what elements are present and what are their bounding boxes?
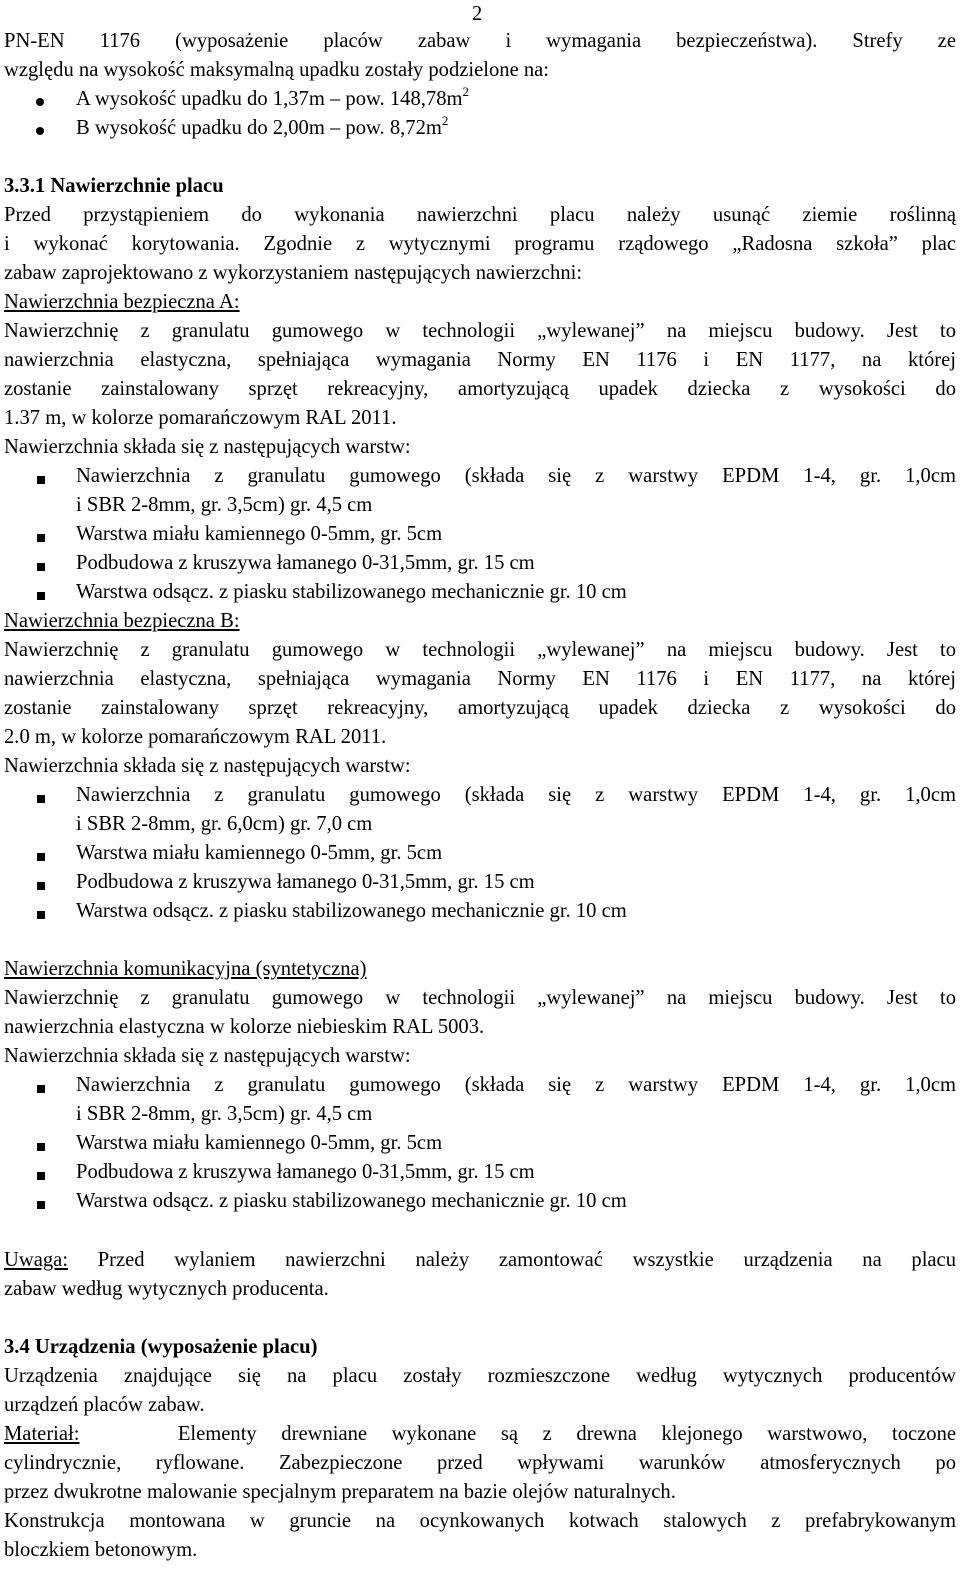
zone-a-item: [76, 85, 956, 114]
construction-line-2: bloczkiem betonowym.: [4, 1539, 198, 1561]
para-331-line-1: Przed przystąpieniem do wykonania nawierzchni placu należy usunąć ziemie roślinną: [4, 204, 956, 226]
surface-c-title: [4, 955, 956, 984]
zone-a-text: A wysokość upadku do 1,37m – pow. 148,78m: [76, 88, 463, 110]
para-34-line-2: urządzeń placów zabaw.: [4, 1394, 205, 1416]
square-bullet-icon: [37, 853, 45, 861]
surface-c-title-text: Nawierzchnia komunikacyjna (syntetyczna): [4, 958, 367, 980]
surface-b-title: [4, 607, 956, 636]
surface-c-layer-2: Warstwa miału kamiennego 0-5mm, gr. 5cm: [76, 1132, 443, 1154]
intro-line-1: PN-EN 1176 (wyposażenie placów zabaw i wymagania bezpieczeństwa). Strefy ze: [4, 30, 956, 52]
surface-a-title-text: Nawierzchnia bezpieczna A:: [4, 291, 240, 313]
square-bullet-icon: [37, 1085, 45, 1093]
square-bullet-icon: [37, 563, 45, 571]
intro-line-2: względu na wysokość maksymalną upadku zostały podzielone na:: [4, 59, 550, 81]
zone-b-item: [76, 114, 956, 143]
note-line-2: zabaw według wytycznych producenta.: [4, 1278, 329, 1300]
surface-b-line-1: Nawierzchnię z granulatu gumowego w technologii „wylewanej” na miejscu budowy. Jest to: [4, 639, 956, 661]
square-bullet-icon: [37, 1201, 45, 1209]
surface-c-layer-4: Warstwa odsącz. z piasku stabilizowanego mechanicznie gr. 10 cm: [76, 1190, 627, 1212]
bullet-dot-icon: [36, 127, 44, 135]
surface-a-layer-3: Podbudowa z kruszywa łamanego 0-31,5mm, gr. 15 cm: [76, 552, 535, 574]
surface-c-line-2: nawierzchnia elastyczna w kolorze niebieskim RAL 5003.: [4, 1016, 485, 1038]
page-number: 2: [472, 3, 483, 25]
surface-c-line-1: Nawierzchnię z granulatu gumowego w technologii „wylewanej” na miejscu budowy. Jest to: [4, 987, 956, 1009]
surface-b-layer-1-line-2: i SBR 2-8mm, gr. 6,0cm) gr. 7,0 cm: [76, 813, 373, 835]
material-text: Elementy drewniane wykonane są z drewna klejonego warstwowo, toczone: [177, 1423, 957, 1445]
square-bullet-icon: [37, 534, 45, 542]
surface-c-layer-1-line-2: i SBR 2-8mm, gr. 3,5cm) gr. 4,5 cm: [76, 1103, 373, 1125]
surface-b-title-text: Nawierzchnia bezpieczna B:: [4, 610, 240, 632]
zone-a-sup: 2: [462, 84, 470, 100]
surface-b-line-4: 2.0 m, w kolorze pomarańczowym RAL 2011.: [4, 726, 387, 748]
surface-b-layer-2: Warstwa miału kamiennego 0-5mm, gr. 5cm: [76, 842, 443, 864]
surface-a-line-4: 1.37 m, w kolorze pomarańczowym RAL 2011.: [4, 407, 397, 429]
surface-a-line-3: zostanie zainstalowany sprzęt rekreacyjny, amortyzującą upadek dziecka z wysokości do: [4, 378, 956, 400]
surface-b-line-2: nawierzchnia elastyczna, spełniająca wymagania Normy EN 1176 i EN 1177, na której: [4, 668, 956, 690]
surface-a-layer-1-line-1: Nawierzchnia z granulatu gumowego (składa się z warstwy EPDM 1-4, gr. 1,0cm: [76, 465, 956, 487]
square-bullet-icon: [37, 882, 45, 890]
surface-a-layer-1-line-2: i SBR 2-8mm, gr. 3,5cm) gr. 4,5 cm: [76, 494, 373, 516]
square-bullet-icon: [37, 911, 45, 919]
section-heading-331: 3.3.1 Nawierzchnie placu: [4, 175, 224, 197]
material-line-1: [4, 1420, 956, 1449]
square-bullet-icon: [37, 592, 45, 600]
bullet-dot-icon: [36, 98, 44, 106]
note-line-1: [4, 1246, 956, 1275]
surface-c-layer-3: Podbudowa z kruszywa łamanego 0-31,5mm, gr. 15 cm: [76, 1161, 535, 1183]
zone-b-text: B wysokość upadku do 2,00m – pow. 8,72m: [76, 117, 442, 139]
note-text: Przed wylaniem nawierzchni należy zamontować wszystkie urządzenia na placu: [97, 1249, 956, 1271]
square-bullet-icon: [37, 476, 45, 484]
material-label: Materiał:: [4, 1423, 80, 1445]
surface-b-layers-intro: Nawierzchnia składa się z następujących warstw:: [4, 755, 411, 777]
surface-a-layer-2: Warstwa miału kamiennego 0-5mm, gr. 5cm: [76, 523, 443, 545]
material-line-2: cylindrycznie, ryflowane. Zabezpieczone przed wpływami warunków atmosferycznych po: [4, 1452, 956, 1474]
square-bullet-icon: [37, 795, 45, 803]
surface-b-layer-3: Podbudowa z kruszywa łamanego 0-31,5mm, gr. 15 cm: [76, 871, 535, 893]
surface-c-layer-1-line-1: Nawierzchnia z granulatu gumowego (składa się z warstwy EPDM 1-4, gr. 1,0cm: [76, 1074, 956, 1096]
surface-a-line-1: Nawierzchnię z granulatu gumowego w technologii „wylewanej” na miejscu budowy. Jest to: [4, 320, 956, 342]
note-label: Uwaga:: [4, 1249, 69, 1271]
surface-a-title: [4, 288, 956, 317]
para-34-line-1: Urządzenia znajdujące się na placu zostały rozmieszczone według wytycznych producentów: [4, 1365, 956, 1387]
construction-line-1: Konstrukcja montowana w gruncie na ocynkowanych kotwach stalowych z prefabrykowanym: [4, 1510, 956, 1532]
surface-a-layer-4: Warstwa odsącz. z piasku stabilizowanego mechanicznie gr. 10 cm: [76, 581, 627, 603]
zone-b-sup: 2: [441, 113, 449, 129]
surface-a-layers-intro: Nawierzchnia składa się z następujących warstw:: [4, 436, 411, 458]
section-heading-34: 3.4 Urządzenia (wyposażenie placu): [4, 1336, 318, 1358]
surface-b-layer-1-line-1: Nawierzchnia z granulatu gumowego (składa się z warstwy EPDM 1-4, gr. 1,0cm: [76, 784, 956, 806]
surface-b-layer-4: Warstwa odsącz. z piasku stabilizowanego mechanicznie gr. 10 cm: [76, 900, 627, 922]
surface-a-line-2: nawierzchnia elastyczna, spełniająca wymagania Normy EN 1176 i EN 1177, na której: [4, 349, 956, 371]
surface-c-layers-intro: Nawierzchnia składa się z następujących warstw:: [4, 1045, 411, 1067]
square-bullet-icon: [37, 1143, 45, 1151]
surface-b-line-3: zostanie zainstalowany sprzęt rekreacyjny, amortyzującą upadek dziecka z wysokości do: [4, 697, 956, 719]
material-line-3: przez dwukrotne malowanie specjalnym preparatem na bazie olejów naturalnych.: [4, 1481, 676, 1503]
para-331-line-2: i wykonać korytowania. Zgodnie z wytycznymi programu rządowego „Radosna szkoła” plac: [4, 233, 956, 255]
square-bullet-icon: [37, 1172, 45, 1180]
para-331-line-3: zabaw zaprojektowano z wykorzystaniem następujących nawierzchni:: [4, 262, 583, 284]
